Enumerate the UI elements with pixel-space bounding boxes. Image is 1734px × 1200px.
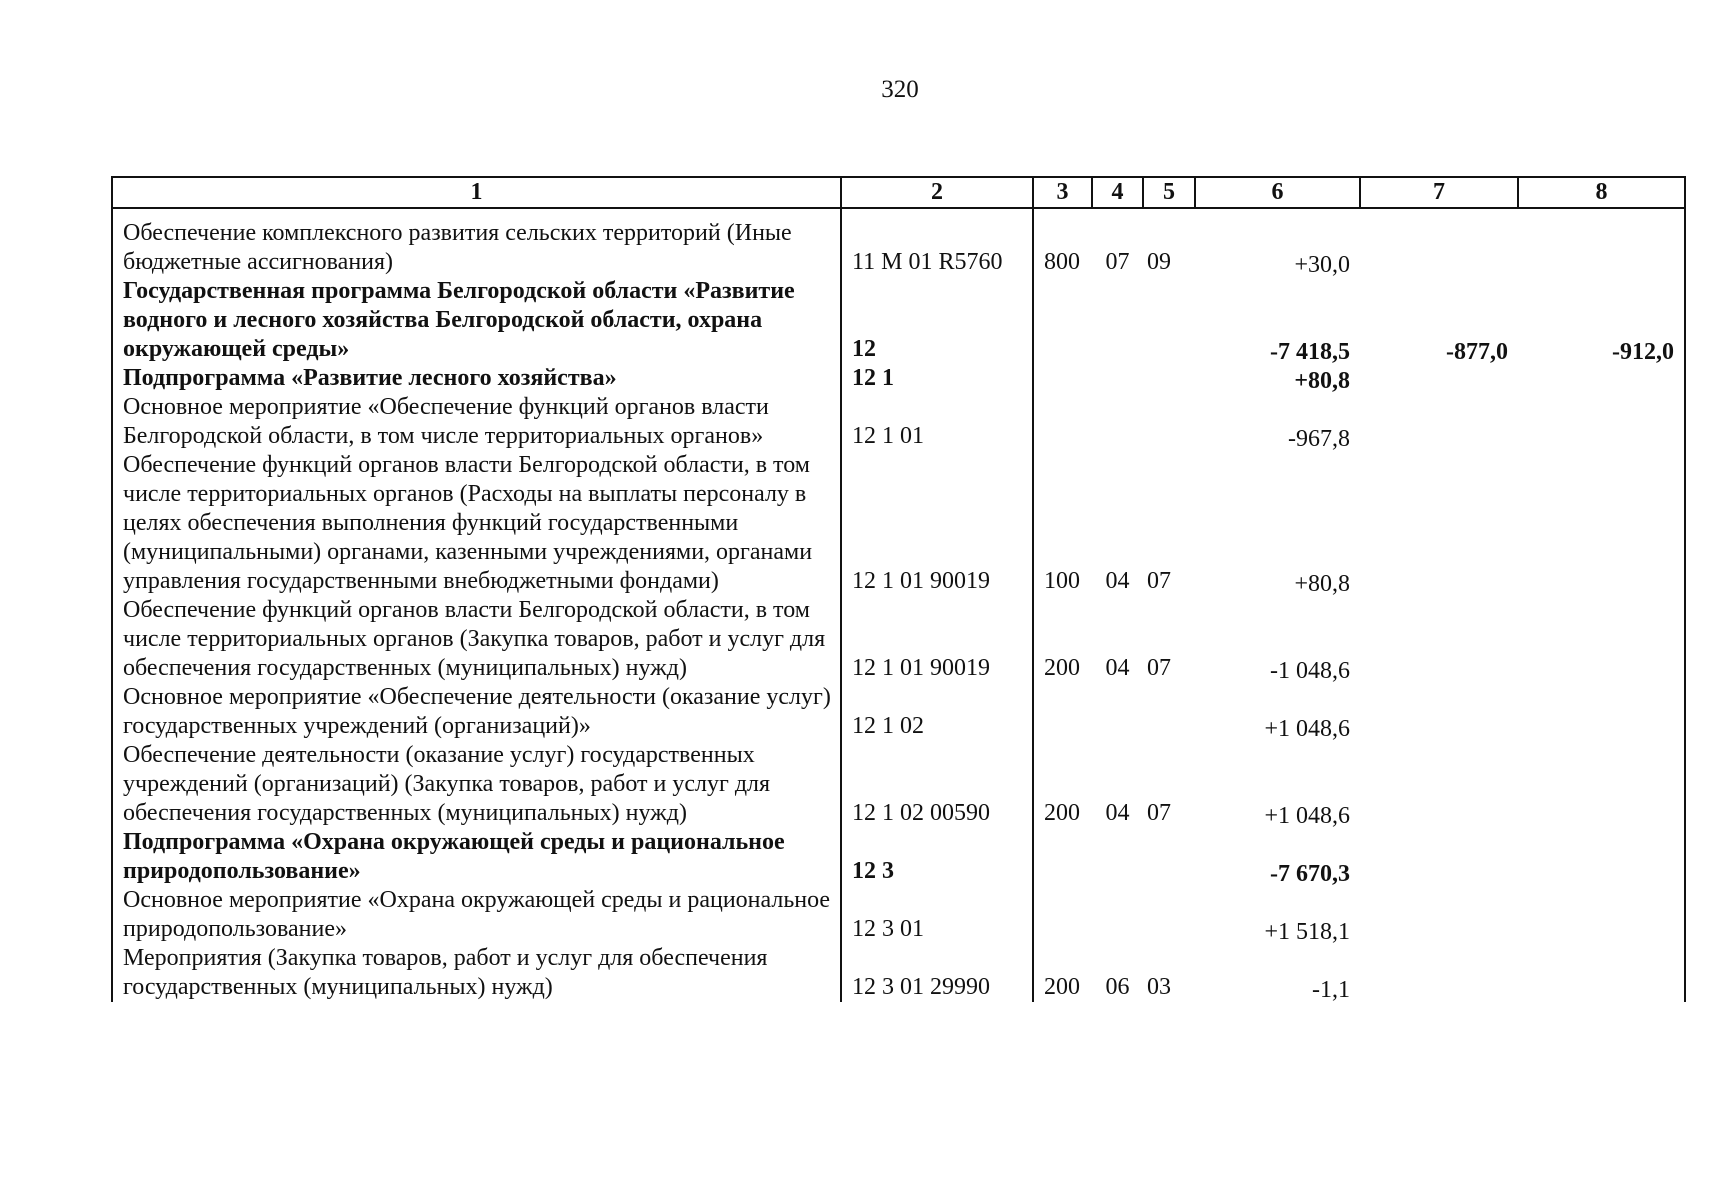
row-col-4: 04	[1105, 568, 1130, 594]
table-row	[112, 886, 1685, 944]
row-col-3	[1033, 393, 1092, 451]
row-col-7	[1360, 396, 1518, 454]
row-code: 12 1 02	[841, 683, 1033, 741]
row-col-7: -877,0	[1446, 339, 1508, 365]
row-col-3	[1033, 277, 1092, 364]
row-col-8	[1518, 396, 1685, 454]
row-col-8	[1518, 947, 1685, 1005]
row-col-8	[1518, 367, 1685, 396]
row-col-8	[1518, 211, 1685, 280]
header-col-1: 1	[112, 177, 841, 208]
row-name: Основное мероприятие «Обеспечение деятельности (оказание услуг) государственных учреждений (организаций)»	[112, 683, 841, 741]
header-col-5: 5	[1143, 177, 1195, 208]
row-col-5: 03	[1147, 974, 1171, 1000]
row-col-4	[1092, 828, 1143, 886]
table-row	[112, 944, 1685, 1002]
row-name: Основное мероприятие «Охрана окружающей среды и рациональное природопользование»	[112, 886, 841, 944]
row-col-5	[1143, 886, 1195, 944]
table-row	[112, 596, 1685, 683]
row-col-4	[1092, 886, 1143, 944]
row-col-5: 07	[1147, 568, 1171, 594]
row-col-6: -967,8	[1288, 426, 1350, 452]
header-col-2: 2	[841, 177, 1033, 208]
row-col-7	[1360, 831, 1518, 889]
row-col-6: +1 518,1	[1264, 919, 1350, 945]
row-col-7	[1360, 686, 1518, 744]
row-col-4	[1092, 393, 1143, 451]
row-col-6: +80,8	[1294, 368, 1350, 394]
row-code: 12 1 02 00590	[841, 741, 1033, 828]
row-col-3: 800	[1044, 249, 1080, 275]
header-col-8: 8	[1518, 177, 1685, 208]
row-col-7	[1360, 211, 1518, 280]
row-col-6: -7 670,3	[1270, 861, 1350, 887]
row-col-6: +1 048,6	[1264, 803, 1350, 829]
row-col-5	[1143, 828, 1195, 886]
table-body	[112, 208, 1685, 1002]
table-row	[112, 683, 1685, 741]
table-row	[112, 741, 1685, 828]
row-code: 12 1	[841, 364, 1033, 393]
row-col-4	[1092, 277, 1143, 364]
row-code: 12 1 01	[841, 393, 1033, 451]
row-col-8	[1518, 744, 1685, 831]
row-name: Обеспечение деятельности (оказание услуг) государственных учреждений (организаций) (Закупка товаров, работ и услуг для обеспечения государственных (муниципальных) нужд)	[112, 741, 841, 828]
row-col-5: 09	[1147, 249, 1171, 275]
table-row	[112, 277, 1685, 364]
row-col-5	[1143, 393, 1195, 451]
row-col-3	[1033, 683, 1092, 741]
table-row	[112, 208, 1685, 277]
row-name: Основное мероприятие «Обеспечение функций органов власти Белгородской области, в том числе территориальных органов»	[112, 393, 841, 451]
row-col-6: +1 048,6	[1264, 716, 1350, 742]
row-col-7	[1360, 367, 1518, 396]
row-code: 12 1 01 90019	[841, 451, 1033, 596]
row-col-3: 200	[1044, 974, 1080, 1000]
table-row	[112, 451, 1685, 596]
row-col-4: 06	[1105, 974, 1130, 1000]
row-col-7	[1360, 454, 1518, 599]
row-code: 12 3	[841, 828, 1033, 886]
header-col-4: 4	[1092, 177, 1143, 208]
header-col-7: 7	[1360, 177, 1518, 208]
row-name: Подпрограмма «Развитие лесного хозяйства»	[112, 364, 841, 393]
header-col-3: 3	[1033, 177, 1092, 208]
row-col-8	[1518, 599, 1685, 686]
row-col-3	[1033, 886, 1092, 944]
row-name: Мероприятия (Закупка товаров, работ и услуг для обеспечения государственных (муниципальных) нужд)	[112, 944, 841, 1002]
row-name: Обеспечение функций органов власти Белгородской области, в том числе территориальных органов (Расходы на выплаты персоналу в целях обеспечения выполнения функций государственными (муниципальными) органами, казенными учреждениями, органами управления государственными внебюджетными фондами)	[112, 451, 841, 596]
budget-table	[111, 176, 1686, 1002]
row-col-6: -1,1	[1312, 977, 1350, 1003]
row-col-5: 07	[1147, 655, 1171, 681]
table-row	[112, 393, 1685, 451]
row-code: 12 3 01 29990	[841, 944, 1033, 1002]
row-col-4	[1092, 683, 1143, 741]
row-col-5	[1143, 683, 1195, 741]
row-col-4: 07	[1105, 249, 1130, 275]
row-col-4: 04	[1105, 800, 1130, 826]
row-col-3: 200	[1044, 800, 1080, 826]
row-col-7	[1360, 947, 1518, 1005]
row-col-6: -1 048,6	[1270, 658, 1350, 684]
row-col-3	[1033, 828, 1092, 886]
table-header	[112, 177, 1685, 208]
row-code: 12 3 01	[841, 886, 1033, 944]
row-col-8	[1518, 889, 1685, 947]
row-col-8	[1518, 831, 1685, 889]
row-col-6: +30,0	[1294, 252, 1350, 278]
header-col-6: 6	[1195, 177, 1360, 208]
row-col-6: -7 418,5	[1270, 339, 1350, 365]
row-col-8	[1518, 686, 1685, 744]
row-col-6: +80,8	[1294, 571, 1350, 597]
row-col-8	[1518, 454, 1685, 599]
row-col-4	[1092, 364, 1143, 393]
row-col-5	[1143, 364, 1195, 393]
row-col-4: 04	[1105, 655, 1130, 681]
row-code: 12	[841, 277, 1033, 364]
header-row	[112, 177, 1685, 208]
row-col-3	[1033, 364, 1092, 393]
row-col-5: 07	[1147, 800, 1171, 826]
row-name: Обеспечение комплексного развития сельских территорий (Иные бюджетные ассигнования)	[112, 208, 841, 277]
row-col-7	[1360, 889, 1518, 947]
table-row	[112, 828, 1685, 886]
row-col-7	[1360, 744, 1518, 831]
row-col-7	[1360, 599, 1518, 686]
row-col-3: 200	[1044, 655, 1080, 681]
row-name: Обеспечение функций органов власти Белгородской области, в том числе территориальных органов (Закупка товаров, работ и услуг для обеспечения государственных (муниципальных) нужд)	[112, 596, 841, 683]
row-name: Подпрограмма «Охрана окружающей среды и рациональное природопользование»	[112, 828, 841, 886]
row-col-3: 100	[1044, 568, 1080, 594]
row-col-8: -912,0	[1518, 280, 1685, 367]
row-code: 12 1 01 90019	[841, 596, 1033, 683]
row-code: 11 М 01 R5760	[841, 208, 1033, 277]
row-name: Государственная программа Белгородской области «Развитие водного и лесного хозяйства Белгородской области, охрана окружающей среды»	[112, 277, 841, 364]
page-number: 320	[881, 76, 919, 103]
table-row	[112, 364, 1685, 393]
row-col-5	[1143, 277, 1195, 364]
